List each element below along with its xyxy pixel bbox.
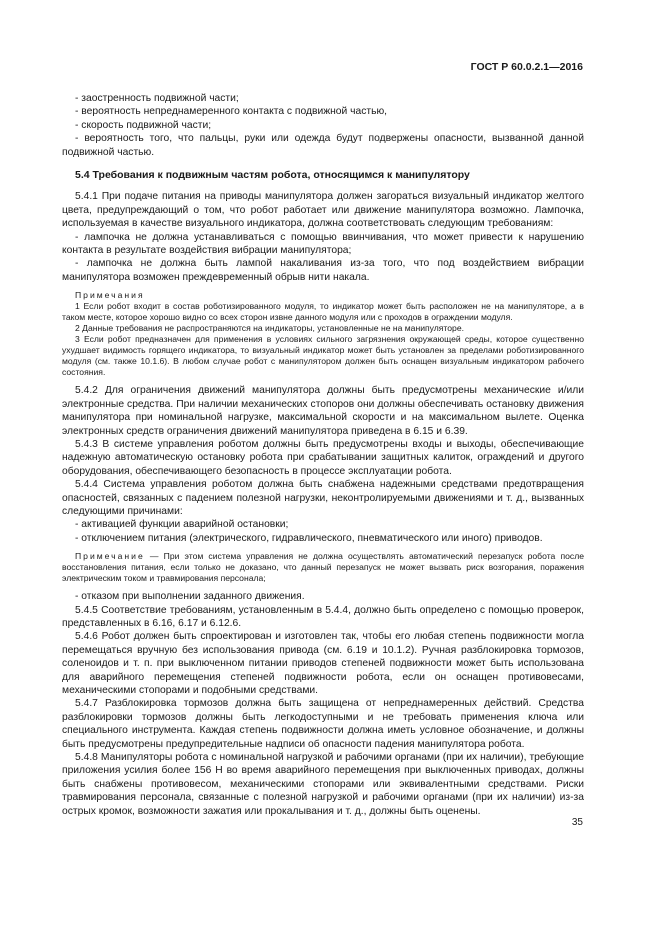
paragraph-5-4-4: 5.4.4 Система управления роботом должна быть снабжена надежными средствами предотвращения опасностей, связанных с падением полезной нагрузки, неконтролируемыми движениями и т. д., вызванных следующими причинами: xyxy=(62,479,584,517)
paragraph-5-4-8: 5.4.8 Манипуляторы робота с номинальной нагрузкой и рабочими органами (при их наличии), требующие приложения усилия более 156 Н во время аварийного перемещения при выключенных приводах, должны быть снабжены противовесом, механическими стопорами или эквивалентными средствами. Риски травмирования персонала, связанные с полезной нагрузкой и рабочими органами (при их наличии) из-за острых кромок, возможности зажатия или прокалывания и т. д., должны быть оценены. xyxy=(62,752,584,817)
paragraph-5-4-1: 5.4.1 При подаче питания на приводы манипулятора должен загораться визуальный индикатор желтого цвета, предупреждающий о том, что робот работает или движение манипулятора возможно. Лампочка, используемая в качестве визуального индикатора, должна соответствовать следующим требованиям: xyxy=(62,191,584,230)
note-item: 3 Если робот предназначен для применения в условиях сильного загрязнения окружающей среды, которое существенно ухудшает видимость горящего индикатора, то визуальный индикатор может быть установлен за пределами роботизированного модуля (см. также 10.1.6). В любом случае робот с манипулятором должен быть оснащен визуальным индикатором рабочего состояния. xyxy=(62,334,584,378)
list-item: - лампочка не должна быть лампой накаливания из-за того, что под воздействием вибрации манипулятора возможен преждевременный обрыв нити накала. xyxy=(62,258,584,283)
notes-heading: Примечания xyxy=(75,290,145,301)
note-label: Примечание xyxy=(75,551,145,562)
paragraph-5-4-2: 5.4.2 Для ограничения движений манипулятора должны быть предусмотрены механические и/или электронные средства. При наличии механических стопоров они должны обеспечивать остановку движения манипулятора при номинальной нагрузке, максимальной скорости и на максимальном вылете. Оценка электронных средств ограничения движений манипулятора приведена в 6.15 и 6.39. xyxy=(62,385,584,437)
note-item: 2 Данные требования не распространяются на индикаторы, установленные не на манипуляторе. xyxy=(75,323,465,334)
page-content xyxy=(62,92,584,818)
note-item: 1 Если робот входит в состав роботизированного модуля, то индикатор может быть расположен не на манипуляторе, а в таком месте, которое хорошо видно со всех сторон извне данного модуля или с проходов в ограждении модуля. xyxy=(62,301,584,323)
list-item: - отключением питания (электрического, гидравлического, пневматического или иного) приводов. xyxy=(75,532,543,544)
paragraph-5-4-7: 5.4.7 Разблокировка тормозов должна быть защищена от непреднамеренных действий. Средства разблокировки тормозов должны быть легкодоступными и не требовать применения ключа или специального инструмента. Каждая степень подвижности должна иметь условное обозначение, и должны быть предусмотрены предупредительные надписи об опасности падения манипулятора робота. xyxy=(62,698,584,750)
list-item: - вероятность того, что пальцы, руки или одежда будут подвержены опасности, вызванной данной подвижной частью. xyxy=(62,133,584,158)
note-5-4-4 xyxy=(62,551,584,584)
section-title: 5.4 Требования к подвижным частям робота, относящимся к манипулятору xyxy=(75,169,470,182)
list-item: - активацией функции аварийной остановки; xyxy=(75,519,289,531)
paragraph-5-4-6: 5.4.6 Робот должен быть спроектирован и изготовлен так, чтобы его любая степень подвижности могла перемещаться вручную без использования привода (см. 6.19 и 10.1.2). Ручная разблокировка тормозов, соленоидов и т. п. при выключенном питании приводов степеней подвижности может быть использована для аварийного перемещения степеней подвижности робота, если он оснащен противовесами, механическими стопорами и подобными средствами. xyxy=(62,631,584,696)
list-item: - скорость подвижной части; xyxy=(75,119,212,131)
page-number: 35 xyxy=(571,817,583,828)
list-item: - отказом при выполнении заданного движения. xyxy=(75,591,305,603)
paragraph-5-4-3: 5.4.3 В системе управления роботом должны быть предусмотрены входы и выходы, обеспечивающие надежную автоматическую остановку робота при срабатывании защитных калиток, ограждений и другого оборудования, обеспечивающего безопасность в процессе эксплуатации робота. xyxy=(62,438,584,477)
list-item: - лампочка не должна устанавливаться с помощью ввинчивания, что может привести к нарушению контакта в результате воздействия вибрации манипулятора; xyxy=(62,231,584,257)
paragraph-5-4-5: 5.4.5 Соответствие требованиям, установленным в 5.4.4, должно быть определено с помощью проверок, представленных в 6.16, 6.17 и 6.12.6. xyxy=(62,604,584,629)
list-item: - вероятность непреднамеренного контакта с подвижной частью, xyxy=(75,106,388,118)
list-item: - заостренность подвижной части; xyxy=(75,93,239,104)
note-text: — При этом системa управления не должна осуществлять автоматический перезапуск робота после восстановления питания, если только не доказано, что данный перезапуск не может вызвать риск возгорания, поражения электрическим током и травмирования персонала; xyxy=(62,551,584,584)
standard-header: ГОСТ Р 60.0.2.1—2016 xyxy=(470,61,583,73)
